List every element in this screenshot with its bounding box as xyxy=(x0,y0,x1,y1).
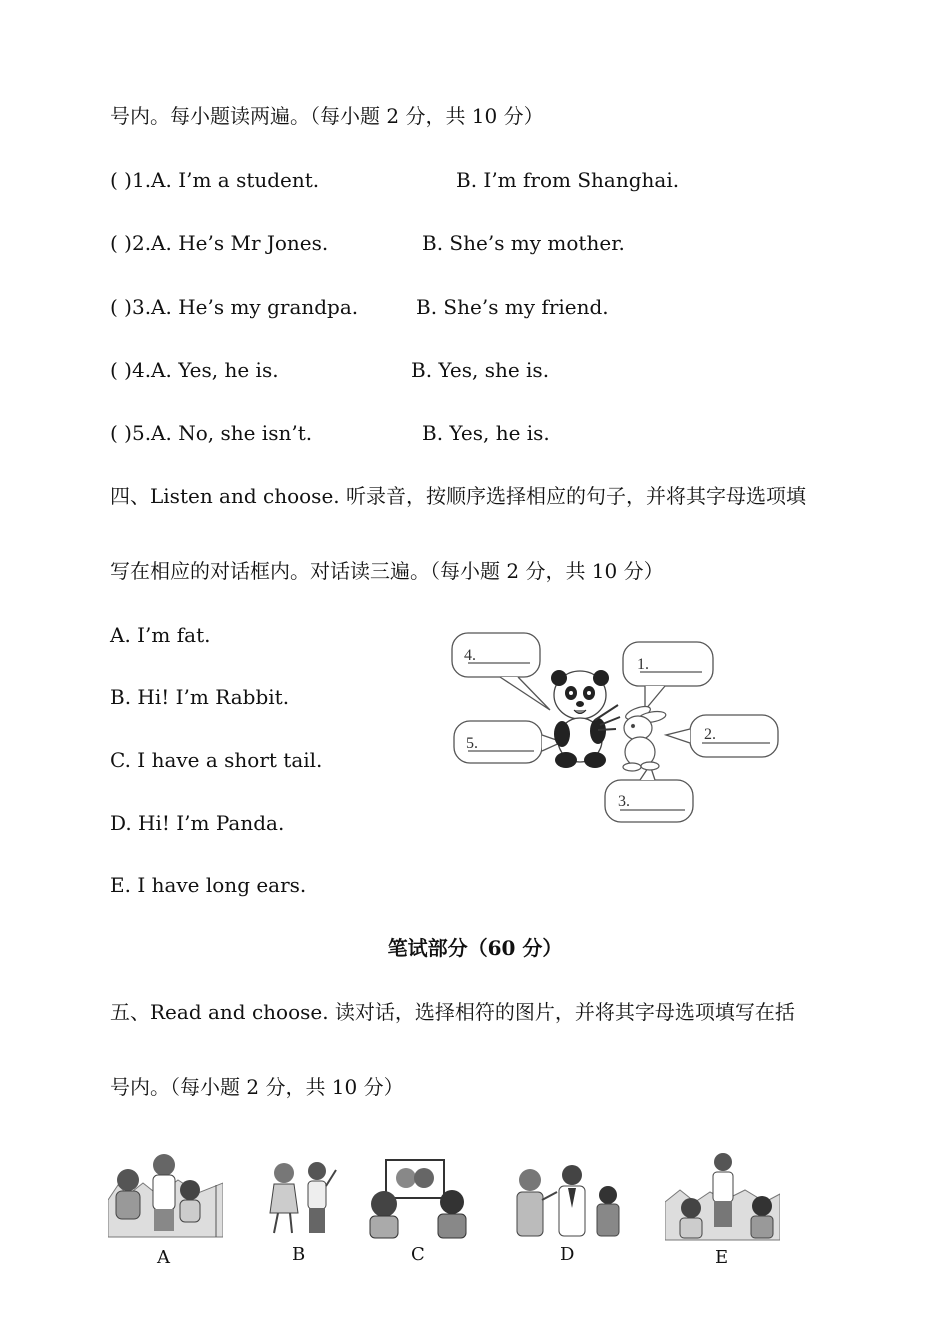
section4-option-a: A. I’m fat. xyxy=(110,623,211,647)
question-3-option-b: B. She’s my friend. xyxy=(416,295,609,319)
question-2-option-b: B. She’s my mother. xyxy=(422,231,625,255)
section4-option-d: D. Hi! I’m Panda. xyxy=(110,811,285,835)
picture-a-illustration xyxy=(108,1145,223,1240)
picture-c-label: C xyxy=(411,1244,425,1265)
picture-a-label: A xyxy=(157,1247,170,1268)
section3-instruction-tail: 号内。每小题读两遍。（每小题 2 分，共 10 分） xyxy=(110,104,544,128)
section5-instruction-line2: 号内。（每小题 2 分，共 10 分） xyxy=(110,1075,404,1099)
question-5-option-a: ( )5.A. No, she isn’t. xyxy=(110,421,313,445)
question-4-option-b: B. Yes, she is. xyxy=(411,358,550,382)
panda-rabbit-dialogue-illustration xyxy=(440,625,790,830)
section5-instruction-line1: 五、Read and choose. 读对话，选择相符的图片，并将其字母选项填写在括 xyxy=(110,1000,795,1024)
bubble-2-number: 2. xyxy=(704,726,716,743)
section4-option-c: C. I have a short tail. xyxy=(110,748,323,772)
section4-instruction-line1: 四、Listen and choose. 听录音，按顺序选择相应的句子，并将其字母选项填 xyxy=(110,484,806,508)
panda-figure xyxy=(551,670,620,768)
bubble-3-number: 3. xyxy=(618,793,630,810)
written-part-title: 笔试部分（60 分） xyxy=(387,936,563,960)
picture-d-label: D xyxy=(560,1244,575,1265)
question-2-option-a: ( )2.A. He’s Mr Jones. xyxy=(110,231,329,255)
picture-e-illustration xyxy=(665,1150,780,1242)
picture-c-illustration xyxy=(366,1158,470,1240)
bubble-1-number: 1. xyxy=(637,656,649,673)
picture-d-illustration xyxy=(512,1162,622,1240)
question-1-option-a: ( )1.A. I’m a student. xyxy=(110,168,320,192)
section4-instruction-line2: 写在相应的对话框内。对话读三遍。（每小题 2 分，共 10 分） xyxy=(110,559,664,583)
question-1-option-b: B. I’m from Shanghai. xyxy=(456,168,680,192)
question-4-option-a: ( )4.A. Yes, he is. xyxy=(110,358,279,382)
picture-b-label: B xyxy=(292,1244,306,1265)
question-5-option-b: B. Yes, he is. xyxy=(422,421,550,445)
picture-b-illustration xyxy=(262,1158,340,1240)
bubble-4-number: 4. xyxy=(464,647,476,664)
section4-option-e: E. I have long ears. xyxy=(110,873,307,897)
bubble-5-number: 5. xyxy=(466,735,478,752)
question-3-option-a: ( )3.A. He’s my grandpa. xyxy=(110,295,359,319)
picture-e-label: E xyxy=(715,1247,729,1268)
section4-option-b: B. Hi! I’m Rabbit. xyxy=(110,685,290,709)
rabbit-figure xyxy=(623,704,667,771)
